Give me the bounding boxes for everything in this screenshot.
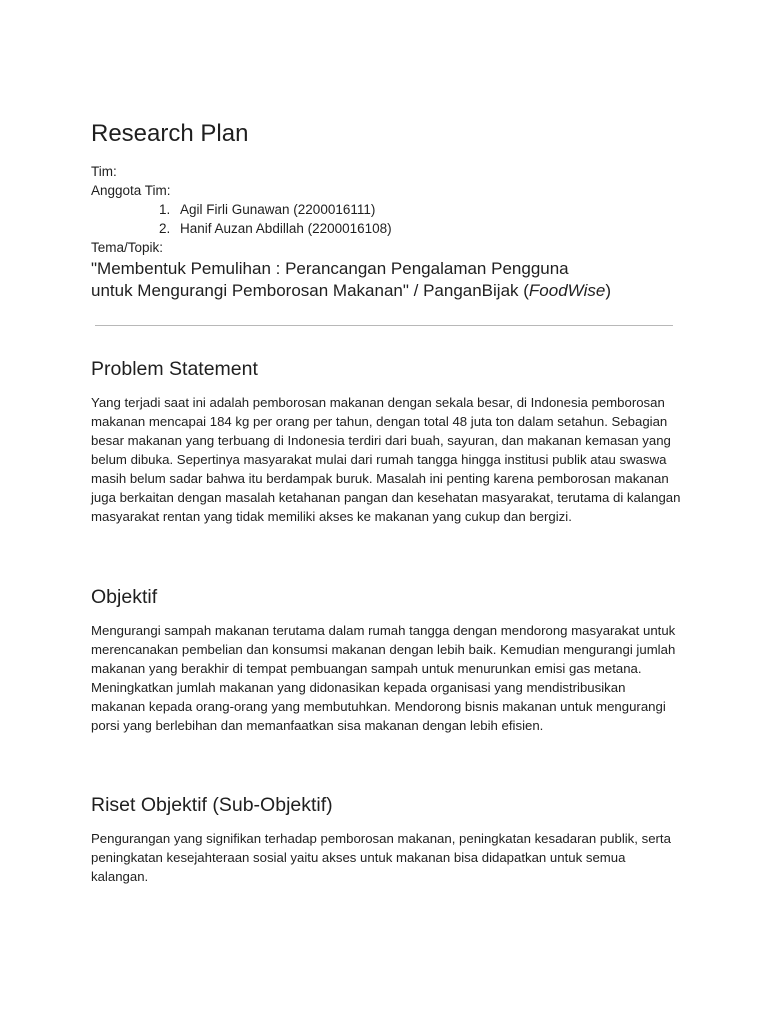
- horizontal-divider: [95, 325, 673, 326]
- member-name: Agil Firli Gunawan (2200016111): [180, 202, 376, 217]
- section-objektif: [91, 584, 681, 735]
- topic-title: [91, 258, 651, 302]
- topic-line-2-suffix: ): [605, 281, 611, 300]
- members-list: [91, 200, 681, 238]
- topic-line-1: "Membentuk Pemulihan : Perancangan Pengalaman Pengguna: [91, 259, 569, 278]
- section-riset-objektif: [91, 792, 681, 886]
- team-label: Tim:: [91, 164, 117, 179]
- section-body: Yang terjadi saat ini adalah pemborosan makanan dengan sekala besar, di Indonesia pemborosan makanan mencapai 184 kg per orang per tahun, dengan total 48 juta ton dalam setahun. Sebagian besar makanan yang terbuang di Indonesia terdiri dari buah, sayuran, dan makanan kemasan yang belum dibuka. Sepertinya masyarakat mulai dari rumah tangga hingga institusi publik atau swaswa masih belum sadar bahwa itu berdampak buruk. Masalah ini penting karena pemborosan makanan juga berkaitan dengan masalah ketahanan pangan dan kesehatan masyarakat, terutama di kalangan masyarakat rentan yang tidak memiliki akses ke makanan yang cukup dan bergizi.: [91, 395, 681, 524]
- section-body: Pengurangan yang signifikan terhadap pemborosan makanan, peningkatan kesadaran publik, serta peningkatan kesejahteraan sosial yaitu akses untuk makanan bisa didapatkan untuk semua kalangan.: [91, 831, 671, 884]
- topic-label: Tema/Topik:: [91, 240, 164, 255]
- topic-line-2-prefix: untuk Mengurangi Pemborosan Makanan" / PanganBijak (: [91, 281, 529, 300]
- list-item: [91, 200, 681, 219]
- member-number: 2.: [159, 221, 171, 236]
- list-item: [91, 219, 681, 238]
- section-problem-statement: [91, 356, 681, 526]
- document-page: [91, 118, 681, 884]
- topic-line-2-italic: FoodWise: [528, 281, 606, 300]
- section-heading: Problem Statement: [91, 358, 258, 380]
- section-heading: Objektif: [91, 586, 158, 608]
- section-body: Mengurangi sampah makanan terutama dalam rumah tangga dengan mendorong masyarakat untuk merencanakan pembelian dan konsumsi makanan dengan lebih baik. Kemudian mengurangi jumlah makanan yang berakhir di tempat pembuangan sampah untuk menurunkan emisi gas metana. Meningkatkan jumlah makanan yang didonasikan kepada organisasi yang mendistribusikan makanan kepada orang-orang yang membutuhkan. Mendorong bisnis makanan untuk mengurangi porsi yang berlebihan dan memanfaatkan sisa makanan dengan lebih efisien.: [91, 623, 676, 733]
- section-heading: Riset Objektif (Sub-Objektif): [91, 794, 333, 816]
- document-title: Research Plan: [91, 120, 249, 147]
- member-name: Hanif Auzan Abdillah (2200016108): [180, 221, 392, 236]
- members-label: Anggota Tim:: [91, 183, 171, 198]
- member-number: 1.: [159, 202, 171, 217]
